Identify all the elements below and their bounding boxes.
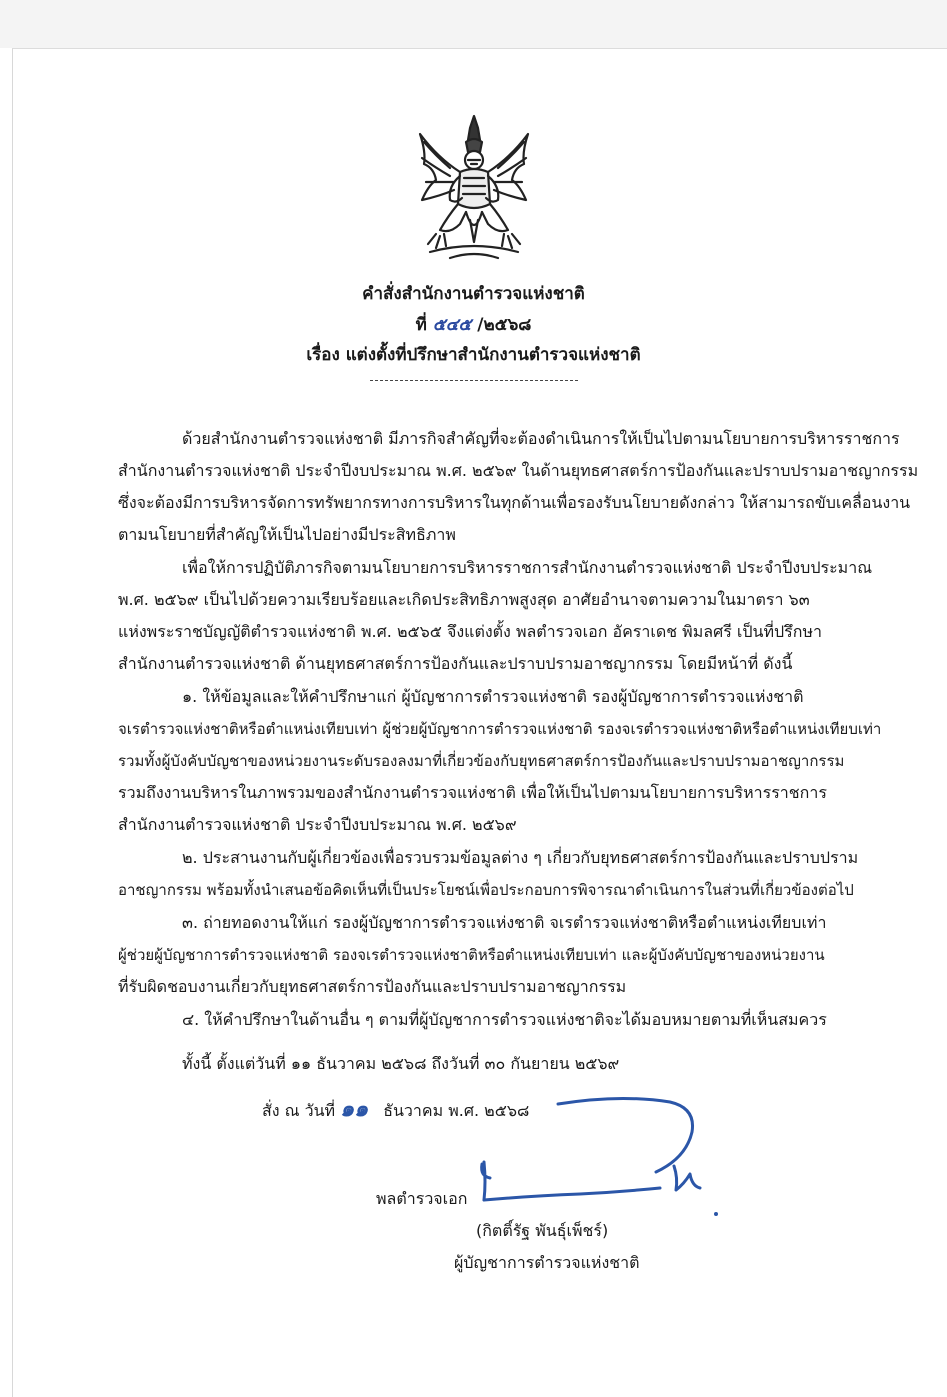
p2-line-2: พ.ศ. ๒๕๖๙ เป็นไปด้วยความเรียบร้อยและเกิดประสิทธิภาพสูงสุด อาศัยอำนาจตามความในมาตรา ๖๓ [118,590,810,609]
order-date-day: ๑๑ [340,1096,369,1122]
item3-line-3: ที่รับผิดชอบงานเกี่ยวกับยุทธศาสตร์การป้องกันและปราบปรามอาชญากรรม [118,977,627,996]
signature-image [470,1092,730,1227]
item1-line-1: ๑. ให้ข้อมูลและให้คำปรึกษาแก่ ผู้บัญชาการตำรวจแห่งชาติ รองผู้บัญชาการตำรวจแห่งชาติ [182,687,804,706]
item3-line-1: ๓. ถ่ายทอดงานให้แก่ รองผู้บัญชาการตำรวจแห่งชาติ จเรตำรวจแห่งชาติหรือตำแหน่งเทียบเท่า [182,913,827,932]
order-date-prefix: สั่ง ณ วันที่ [262,1101,336,1120]
item1-line-5: สำนักงานตำรวจแห่งชาติ ประจำปีงบประมาณ พ.ศ. ๒๕๖๙ [118,815,517,834]
top-gray-band [0,0,947,48]
order-title: คำสั่งสำนักงานตำรวจแห่งชาติ [362,284,585,304]
p1-line-3: ซึ่งจะต้องมีการบริหารจัดการทรัพยากรทางการบริหารในทุกด้านเพื่อรองรับนโยบายดังกล่าว ให้สามารถขับเคลื่อนงาน [118,493,911,512]
signer-name: (กิตติ์รัฐ พันธุ์เพ็ชร์) [476,1221,609,1240]
p1-line-4: ตามนโยบายที่สำคัญให้เป็นไปอย่างมีประสิทธิภาพ [118,525,456,544]
signer-rank: พลตำรวจเอก [376,1189,468,1208]
garuda-emblem-icon [410,112,538,262]
order-number [0,311,947,338]
item1-line-4: รวมถึงงานบริหารในภาพรวมของสำนักงานตำรวจแห่งชาติ เพื่อให้เป็นไปตามนโยบายการบริหารราชการ [118,783,827,802]
item1-line-3: รวมทั้งผู้บังคับบัญชาของหน่วยงานระดับรองลงมาที่เกี่ยวข้องกับยุทธศาสตร์การป้องกันและปราบปรามอาชญากรรม [118,752,845,770]
p1-line-2: สำนักงานตำรวจแห่งชาติ ประจำปีงบประมาณ พ.ศ. ๒๕๖๙ ในด้านยุทธศาสตร์การป้องกันและปราบปรามอาชญากรรม [118,461,919,480]
dashed-divider [370,380,578,381]
item3-line-2: ผู้ช่วยผู้บัญชาการตำรวจแห่งชาติ รองจเรตำรวจแห่งชาติหรือตำแหน่งเทียบเท่า และผู้บังคับบัญชาของหน่วยงาน [118,946,825,964]
p2-line-1: เพื่อให้การปฏิบัติภารกิจตามนโยบายการบริหารราชการสำนักงานตำรวจแห่งชาติ ประจำปีงบประมาณ [182,558,873,577]
order-date-rest: ธันวาคม พ.ศ. ๒๕๖๘ [383,1101,530,1120]
item2-line-1: ๒. ประสานงานกับผู้เกี่ยวข้องเพื่อรวบรวมข้อมูลต่าง ๆ เกี่ยวกับยุทธศาสตร์การป้องกันและปราบปราม [182,848,859,867]
item2-line-2: อาชญากรรม พร้อมทั้งนำเสนอข้อคิดเห็นที่เป็นประโยชน์เพื่อประกอบการพิจารณาดำเนินการในส่วนที่เกี่ยวข้องต่อไป [118,881,854,899]
p2-line-4: สำนักงานตำรวจแห่งชาติ ด้านยุทธศาสตร์การป้องกันและปราบปรามอาชญากรรม โดยมีหน้าที่ ดังนี้ [118,654,793,673]
order-number-prefix: ที่ [415,315,427,335]
p1-line-1: ด้วยสำนักงานตำรวจแห่งชาติ มีภารกิจสำคัญที่จะต้องดำเนินการให้เป็นไปตามนโยบายการบริหารราชการ [182,429,900,448]
effective-period: ทั้งนี้ ตั้งแต่วันที่ ๑๑ ธันวาคม ๒๕๖๘ ถึงวันที่ ๓๐ กันยายน ๒๕๖๙ [182,1054,620,1073]
p2-line-3: แห่งพระราชบัญญัติตำรวจแห่งชาติ พ.ศ. ๒๕๖๕ จึงแต่งตั้ง พลตำรวจเอก อัคราเดช พิมลศรี เป็นที่ปรึกษา [118,622,822,641]
signer-position: ผู้บัญชาการตำรวจแห่งชาติ [454,1253,640,1272]
item4-line-1: ๔. ให้คำปรึกษาในด้านอื่น ๆ ตามที่ผู้บัญชาการตำรวจแห่งชาติจะได้มอบหมายตามที่เห็นสมควร [182,1010,827,1029]
order-number-value: ๕๔๕ [432,315,472,335]
order-subject: เรื่อง แต่งตั้งที่ปรึกษาสำนักงานตำรวจแห่งชาติ [306,345,641,365]
item1-line-2: จเรตำรวจแห่งชาติหรือตำแหน่งเทียบเท่า ผู้ช่วยผู้บัญชาการตำรวจแห่งชาติ รองจเรตำรวจแห่งชาติหรือตำแหน่งเทียบเท่า [118,720,882,738]
order-number-year: /๒๕๖๘ [477,315,532,335]
